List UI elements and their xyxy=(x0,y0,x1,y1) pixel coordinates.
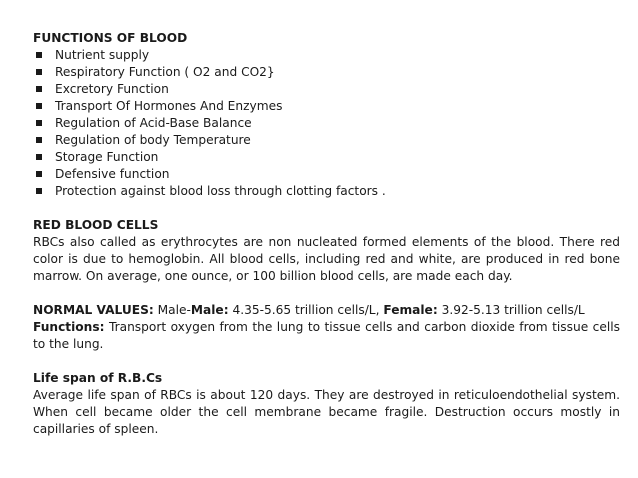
rbc-paragraph: RBCs also called as erythrocytes are non nucleated formed elements of the blood. There red color is due to hemoglobin. All blood cells, including red and white, are produced in red bone marrow. On average, one ounce, or 100 billion blood cells, are made each day. xyxy=(33,235,620,283)
square-bullet-icon xyxy=(36,103,42,109)
square-bullet-icon xyxy=(36,137,42,143)
male-label: Male: xyxy=(190,303,229,317)
section-spacer xyxy=(33,353,620,370)
functions-label: Functions: xyxy=(33,320,105,334)
list-item xyxy=(33,98,620,115)
list-item-label: Defensive function xyxy=(55,167,170,181)
list-item xyxy=(33,81,620,98)
list-item xyxy=(33,132,620,149)
list-item xyxy=(33,47,620,64)
normal-values-line xyxy=(33,302,620,319)
list-item-label: Regulation of Acid-Base Balance xyxy=(55,116,252,130)
list-item xyxy=(33,149,620,166)
list-item-label: Protection against blood loss through clotting factors . xyxy=(55,184,386,198)
male-value: 4.35-5.65 trillion cells/L, xyxy=(228,303,384,317)
square-bullet-icon xyxy=(36,154,42,160)
lifespan-heading: Life span of R.B.Cs xyxy=(33,371,163,385)
square-bullet-icon xyxy=(36,52,42,58)
list-item-label: Storage Function xyxy=(55,150,159,164)
female-value: 3.92-5.13 trillion cells/L xyxy=(437,303,585,317)
square-bullet-icon xyxy=(36,86,42,92)
functions-list xyxy=(33,47,620,200)
square-bullet-icon xyxy=(36,188,42,194)
list-item-label: Nutrient supply xyxy=(55,48,150,62)
functions-heading: FUNCTIONS OF BLOOD xyxy=(33,31,188,45)
normal-values-label: NORMAL VALUES: xyxy=(33,303,154,317)
list-item-label: Transport Of Hormones And Enzymes xyxy=(55,99,283,113)
square-bullet-icon xyxy=(36,69,42,75)
square-bullet-icon xyxy=(36,171,42,177)
list-item-label: Respiratory Function ( O2 and CO2} xyxy=(55,65,275,79)
normal-values-male-prefix: Male- xyxy=(153,303,191,317)
section-spacer xyxy=(33,200,620,217)
list-item xyxy=(33,183,620,200)
lifespan-paragraph: Average life span of RBCs is about 120 days. They are destroyed in reticuloendothelial system. When cell became older the cell membrane became fragile. Destruction occurs mostly in capillaries of spleen. xyxy=(33,388,620,436)
functions-paragraph xyxy=(33,319,620,353)
list-item xyxy=(33,64,620,81)
rbc-heading: RED BLOOD CELLS xyxy=(33,218,159,232)
document-page xyxy=(33,30,620,438)
square-bullet-icon xyxy=(36,120,42,126)
list-item xyxy=(33,115,620,132)
female-label: Female: xyxy=(383,303,438,317)
list-item-label: Regulation of body Temperature xyxy=(55,133,251,147)
functions-text: Transport oxygen from the lung to tissue cells and carbon dioxide from tissue cells to the lung. xyxy=(33,320,620,351)
list-item xyxy=(33,166,620,183)
section-spacer xyxy=(33,285,620,302)
list-item-label: Excretory Function xyxy=(55,82,169,96)
